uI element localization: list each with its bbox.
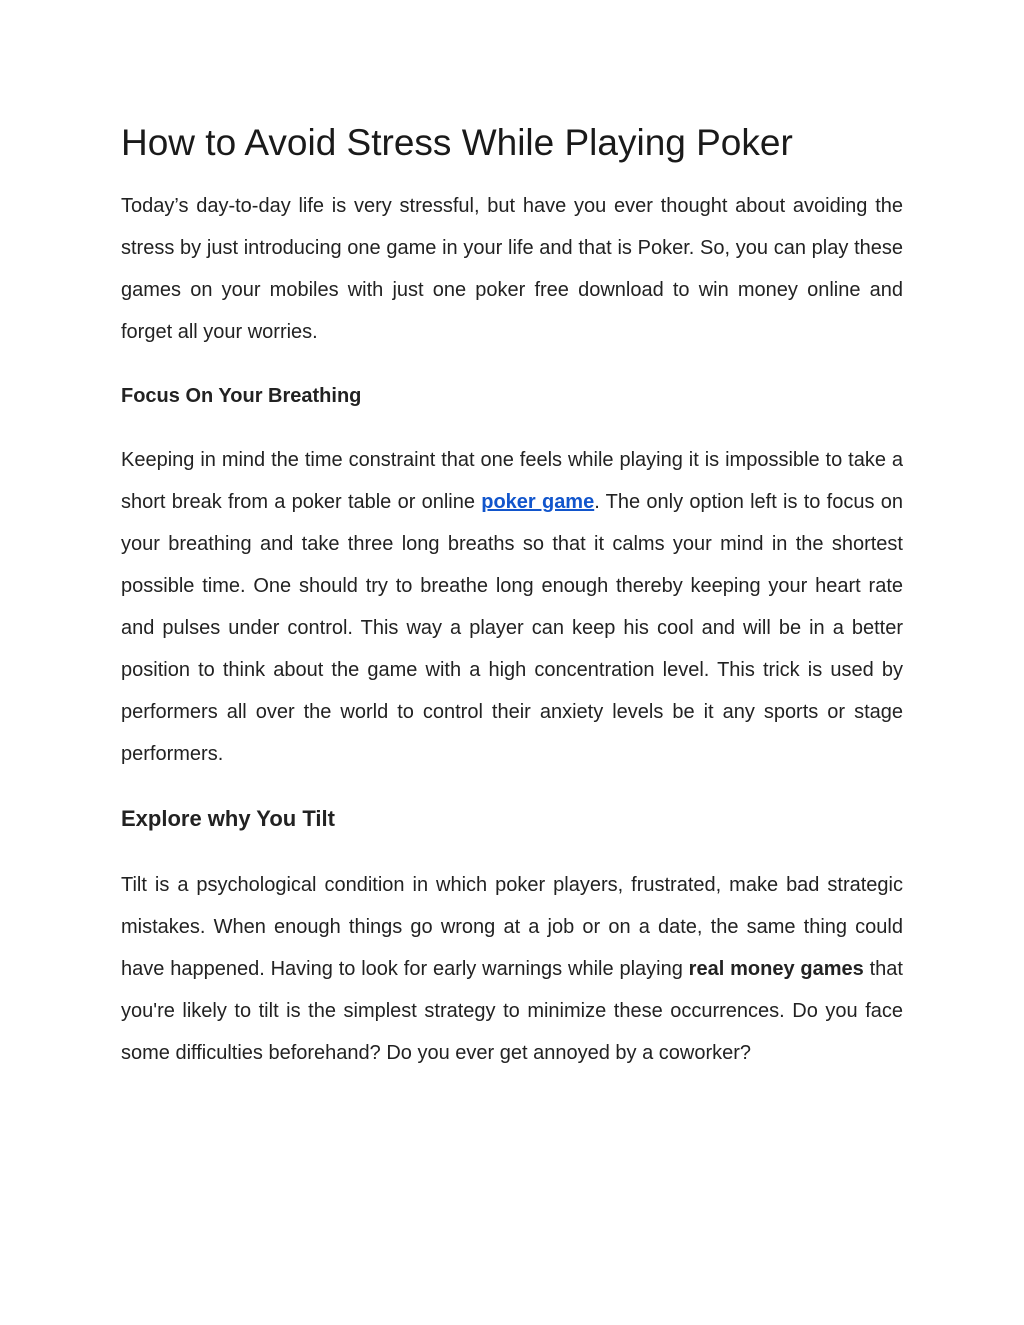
poker-game-link[interactable]: poker game	[481, 491, 595, 513]
breathing-paragraph	[121, 439, 903, 775]
breathing-text-end: . The only option left is to focus on your breathing and take three long breaths so that it calms your mind in the shortest possible time. One should try to breathe long enough thereby keeping your heart rate and pulses under control. This way a player can keep his cool and will be in a better position to think about the game with a high concentration level. This trick is used by performers all over the world to control their anxiety levels be it any sports or stage performers.	[121, 491, 903, 765]
tilt-paragraph	[121, 864, 903, 1074]
section-heading-tilt: Explore why You Tilt	[121, 806, 335, 831]
real-money-games-bold: real money games	[688, 958, 864, 980]
breathing-text-start: Keeping in mind the time constraint that one feels while playing it is impossible to take a short break from a poker table or online	[121, 449, 903, 513]
tilt-text-start: Tilt is a psychological condition in which poker players, frustrated, make bad strategic mistakes. When enough things go wrong at a job or on a date, the same thing could have happened. Having to look for early warnings while playing	[121, 874, 903, 980]
intro-paragraph: Today’s day-to-day life is very stressful, but have you ever thought about avoiding the stress by just introducing one game in your life and that is Poker. So, you can play these games on your mobiles with just one poker free download to win money online and forget all your worries.	[121, 195, 903, 343]
section-heading-breathing: Focus On Your Breathing	[121, 385, 362, 407]
page-title: How to Avoid Stress While Playing Poker	[121, 122, 793, 163]
tilt-text-end: that you're likely to tilt is the simplest strategy to minimize these occurrences. Do you face some difficulties beforehand? Do you ever get annoyed by a coworker?	[121, 958, 903, 1064]
